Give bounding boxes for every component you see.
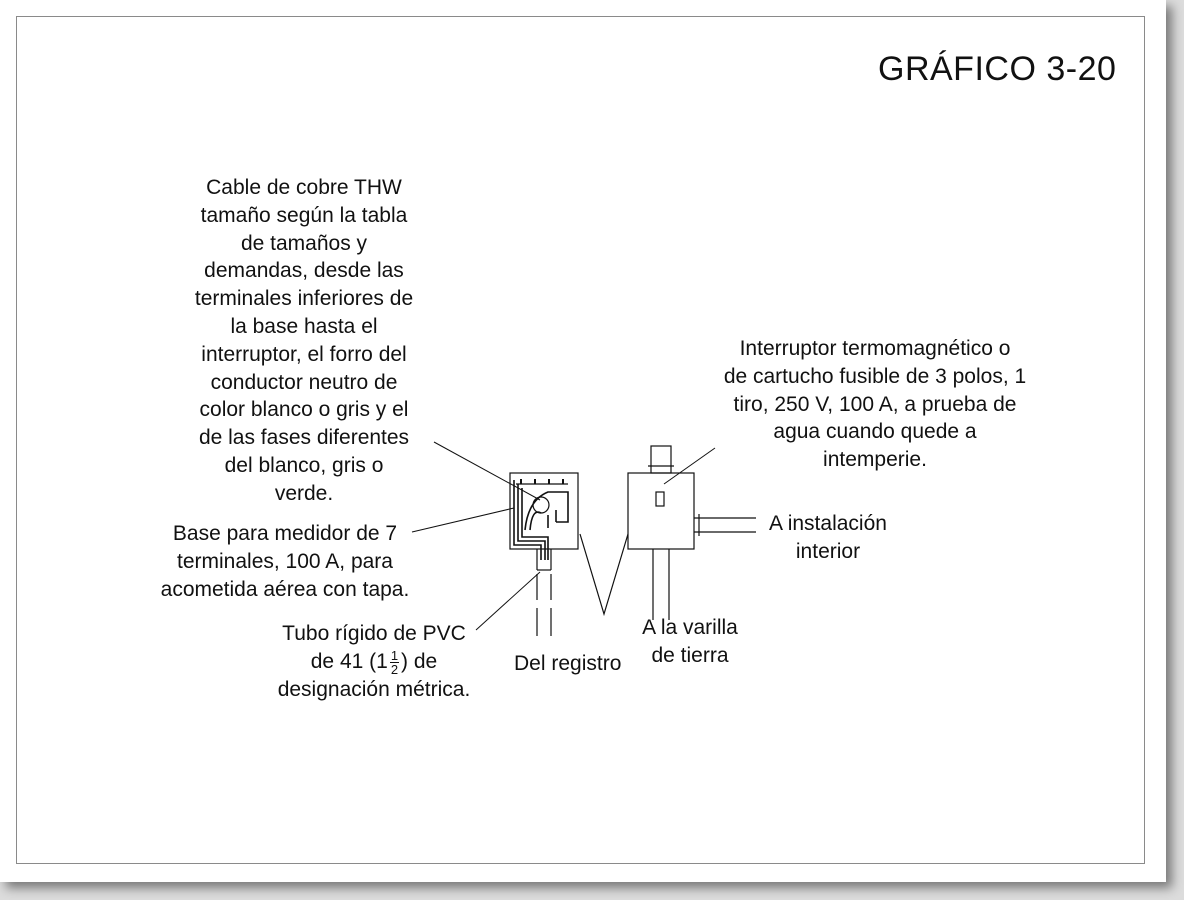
breaker-line: de cartucho fusible de 3 polos, 1	[723, 364, 1027, 388]
figure-title: GRÁFICO 3-20	[878, 50, 1117, 88]
cable-line: de las fases diferentes	[198, 426, 410, 450]
ground-wire	[580, 534, 628, 614]
breaker-line: tiro, 250 V, 100 A, a prueba de	[733, 392, 1017, 416]
interior-conduit	[694, 514, 756, 536]
cable-line: del blanco, gris o	[224, 453, 384, 477]
breaker-description	[690, 335, 1060, 474]
base-line: terminales, 100 A, para	[177, 549, 393, 573]
cable-line: demandas, desde las	[204, 259, 404, 283]
breaker-line: intemperie.	[823, 448, 927, 472]
ground-rod-label: A la varilla de tierra	[642, 616, 738, 667]
interior-installation-label: A instalación interior	[769, 512, 887, 563]
base-line: Base para medidor de 7	[172, 522, 398, 545]
breaker-line: Interruptor termomagnético o	[739, 337, 1011, 360]
fraction: $\frac{1}{2}$	[390, 647, 399, 677]
meter-base-description	[140, 520, 430, 603]
cable-line: Cable de cobre THW	[206, 176, 402, 199]
cable-line: tamaño según la tabla	[200, 203, 408, 227]
pvc-tube-description	[258, 620, 490, 704]
meter-conductors	[514, 480, 568, 560]
breaker-bottom-conduit	[653, 549, 669, 620]
tubo-line-fraction: de 41 (1 $\frac{1}{2}$ ) de	[310, 647, 438, 677]
pvc-conduit	[537, 549, 551, 636]
breaker-handle	[656, 492, 664, 506]
base-line: acometida aérea con tapa.	[160, 577, 410, 601]
cable-line: color blanco o gris y el	[199, 398, 409, 422]
tubo-line: designación métrica.	[277, 677, 471, 701]
cable-line: conductor neutro de	[210, 370, 398, 394]
cable-line: terminales inferiores de	[194, 287, 414, 311]
cable-line: de tamaños y	[240, 231, 368, 255]
registro-label: Del registro	[514, 652, 622, 675]
meter-terminals	[516, 479, 568, 484]
breaker-top-conduit	[648, 446, 674, 473]
cable-line: interruptor, el forro del	[201, 342, 407, 366]
tubo-line: Tubo rígido de PVC	[282, 622, 466, 645]
breaker-line: agua cuando quede a	[773, 420, 977, 444]
cable-description	[178, 174, 430, 508]
cable-line: verde.	[274, 481, 334, 505]
breaker-box	[628, 473, 694, 549]
meter-socket	[533, 497, 549, 513]
cable-line: la base hasta el	[230, 314, 378, 338]
